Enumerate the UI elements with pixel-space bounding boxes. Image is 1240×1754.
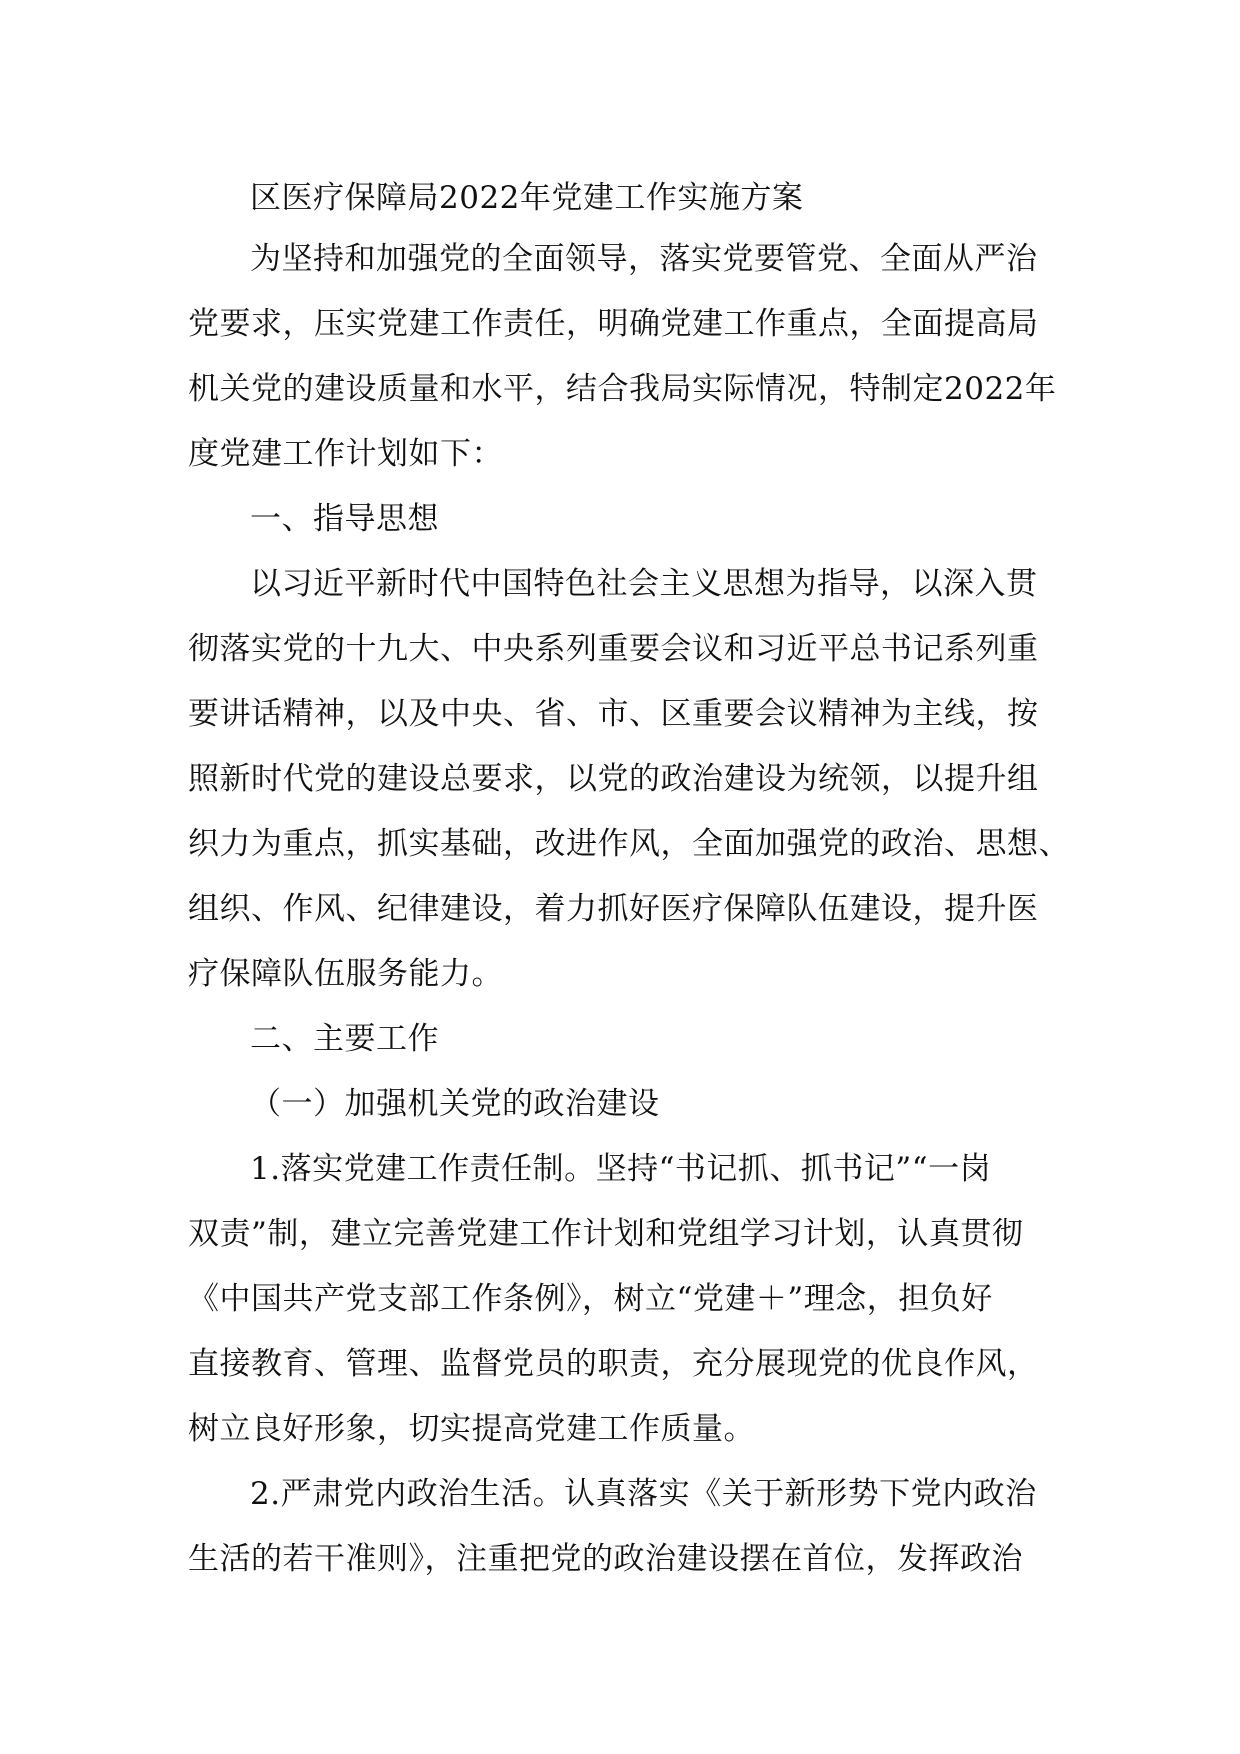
item-1-line: 《中国共产党支部工作条例》，树立“党建＋”理念，担负好 bbox=[188, 1281, 993, 1317]
section-1-line: 要讲话精神，以及中央、省、市、区重要会议精神为主线，按 bbox=[188, 696, 1039, 732]
document-title: 区医疗保障局2022年党建工作实施方案 bbox=[250, 180, 804, 216]
section-1-line: 照新时代党的建设总要求，以党的政治建设为统领，以提升组 bbox=[188, 761, 1039, 797]
section-1-line: 彻落实党的十九大、中央系列重要会议和习近平总书记系列重 bbox=[188, 631, 1039, 667]
section-1-line: 组织、作风、纪律建设，着力抓好医疗保障队伍建设，提升医 bbox=[188, 891, 1039, 927]
intro-line: 度党建工作计划如下： bbox=[188, 436, 503, 472]
item-1-line: 双责”制，建立完善党建工作计划和党组学习计划，认真贯彻 bbox=[188, 1216, 1024, 1252]
item-1-line: 直接教育、管理、监督党员的职责，充分展现党的优良作风， bbox=[188, 1346, 1039, 1382]
section-1-line: 织力为重点，抓实基础，改进作风，全面加强党的政治、思想、 bbox=[188, 826, 1070, 862]
document-body bbox=[188, 170, 1068, 1592]
section-heading-guiding-ideology: 一、指导思想 bbox=[250, 501, 439, 537]
intro-line: 机关党的建设质量和水平，结合我局实际情况，特制定2022年 bbox=[188, 371, 1057, 407]
section-1-line: 疗保障队伍服务能力。 bbox=[188, 956, 503, 992]
subsection-heading-political-construction: （一）加强机关党的政治建设 bbox=[250, 1086, 660, 1122]
item-2-line: 2.严肃党内政治生活。认真落实《关于新形势下党内政治 bbox=[250, 1476, 1037, 1512]
section-1-line: 以习近平新时代中国特色社会主义思想为指导，以深入贯 bbox=[250, 566, 1038, 602]
intro-line: 党要求，压实党建工作责任，明确党建工作重点，全面提高局 bbox=[188, 306, 1039, 342]
section-heading-main-work: 二、主要工作 bbox=[250, 1021, 439, 1057]
intro-line: 为坚持和加强党的全面领导，落实党要管党、全面从严治 bbox=[250, 241, 1038, 277]
item-1-line: 1.落实党建工作责任制。坚持“书记抓、抓书记”“一岗 bbox=[250, 1151, 992, 1187]
item-1-line: 树立良好形象，切实提高党建工作质量。 bbox=[188, 1411, 755, 1447]
item-2-line: 生活的若干准则》，注重把党的政治建设摆在首位，发挥政治 bbox=[188, 1541, 1023, 1577]
